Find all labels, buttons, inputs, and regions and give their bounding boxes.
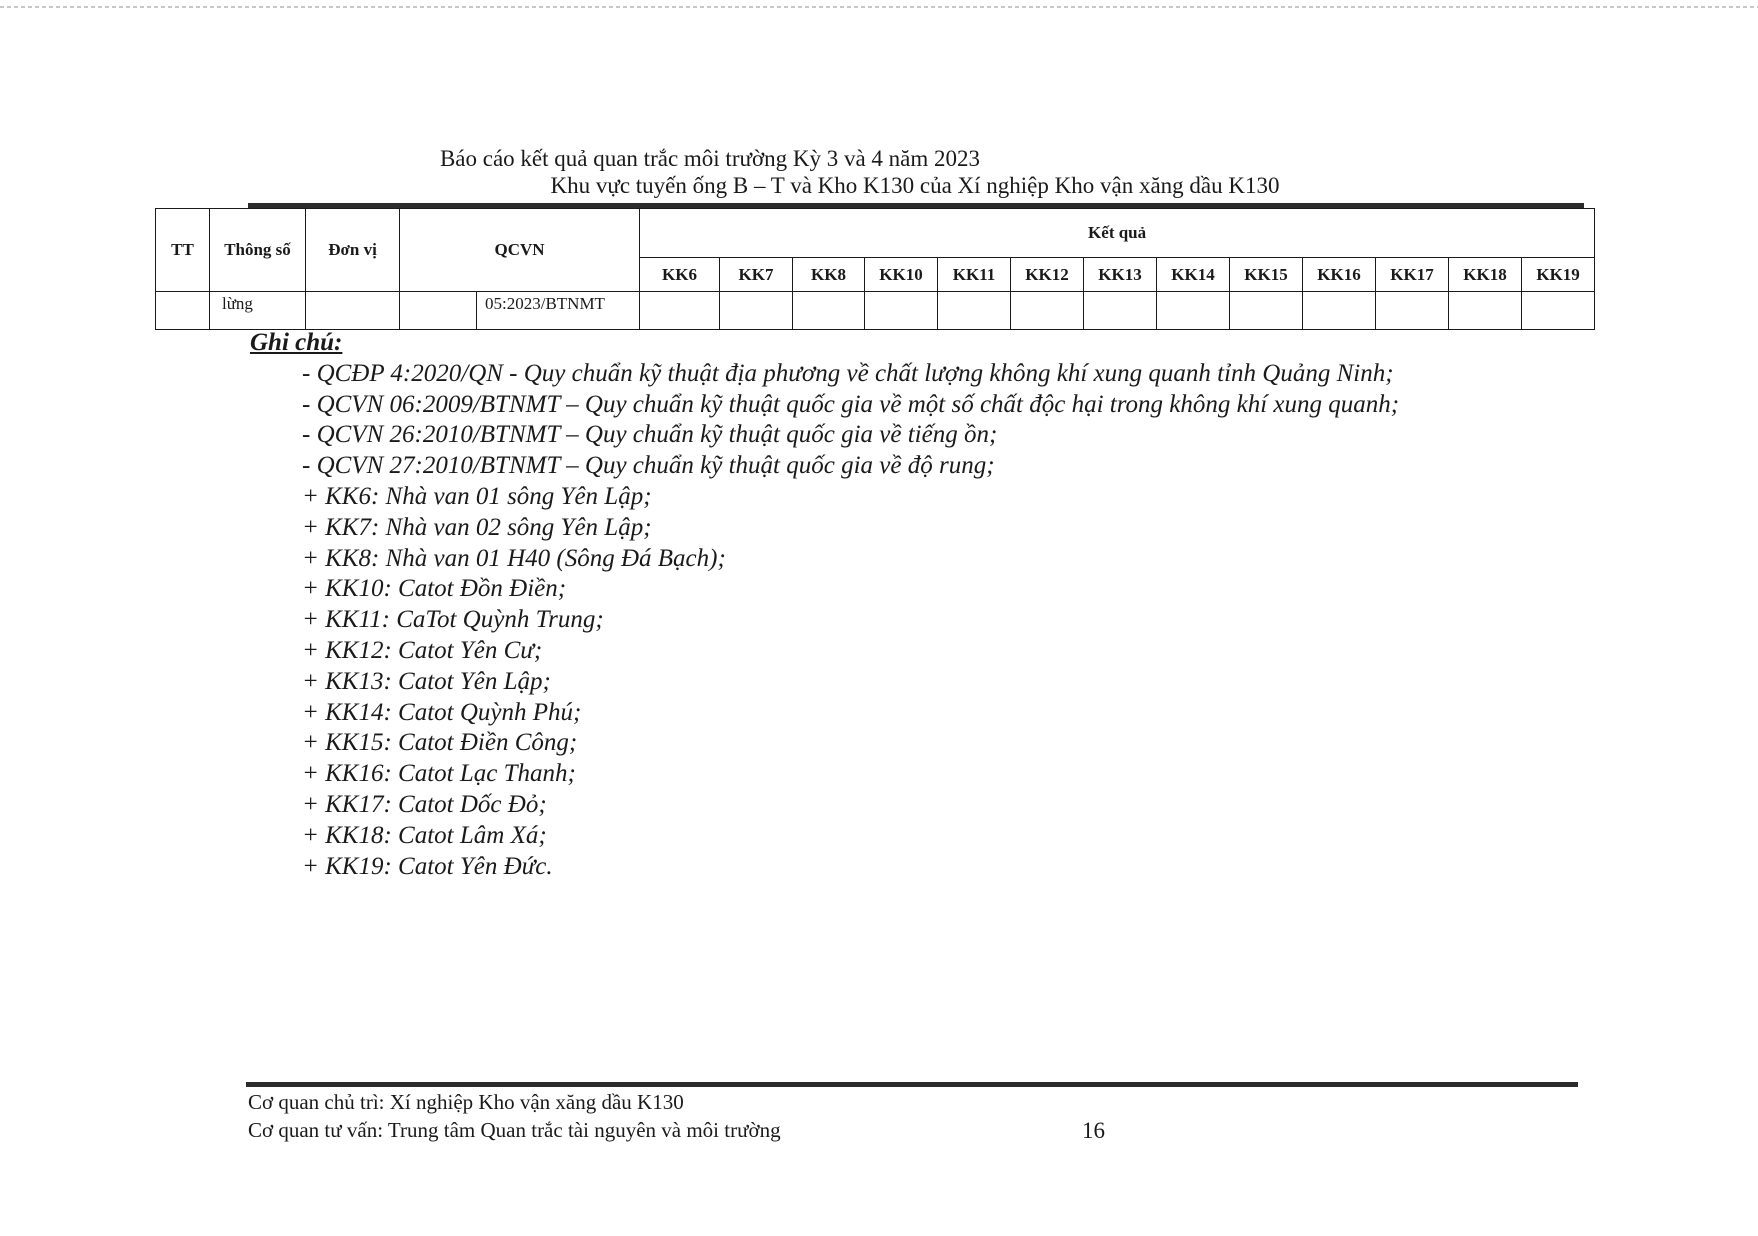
col-qcvn-header: QCVN (400, 209, 640, 292)
note-item: - QCVN 27:2010/BTNMT – Quy chuẩn kỹ thuật quốc gia về độ rung; (302, 452, 995, 480)
result-cell (793, 291, 865, 329)
station-header: KK7 (720, 258, 793, 291)
note-item: + KK15: Catot Điền Công; (302, 729, 578, 757)
col-unit-header: Đơn vị (306, 209, 400, 292)
result-cell (640, 291, 720, 329)
note-item: + KK12: Catot Yên Cư; (302, 636, 543, 664)
note-item: + KK18: Catot Lâm Xá; (302, 821, 547, 849)
station-header: KK19 (1522, 258, 1595, 291)
station-header: KK13 (1084, 258, 1157, 291)
note-item: + KK14: Catot Quỳnh Phú; (302, 698, 582, 726)
note-item: + KK17: Catot Dốc Đỏ; (302, 790, 547, 818)
table-row (156, 291, 1595, 329)
notes-list (250, 359, 1399, 883)
col-param-header: Thông số (210, 209, 306, 292)
result-cell (865, 291, 938, 329)
station-header: KK12 (1011, 258, 1084, 291)
results-table (155, 208, 1595, 330)
cell-unit (306, 291, 400, 329)
notes-title: Ghi chú: (250, 329, 343, 356)
note-item: + KK7: Nhà van 02 sông Yên Lập; (302, 513, 652, 541)
result-cell (720, 291, 793, 329)
report-title: Báo cáo kết quả quan trắc môi trường Kỳ 3 và 4 năm 2023 (439, 146, 981, 171)
result-cell (1157, 291, 1230, 329)
station-header: KK18 (1449, 258, 1522, 291)
footer-host-agency: Cơ quan chủ trì: Xí nghiệp Kho vận xăng dầu K130 (248, 1090, 684, 1114)
station-header: KK11 (938, 258, 1011, 291)
station-header: KK10 (865, 258, 938, 291)
note-item: - QCĐP 4:2020/QN - Quy chuẩn kỹ thuật địa phương về chất lượng không khí xung quanh tỉnh Quảng Ninh; (302, 359, 1394, 387)
result-cell (1230, 291, 1303, 329)
page-number: 16 (1082, 1118, 1105, 1143)
report-subtitle: Khu vực tuyến ống B – T và Kho K130 của Xí nghiệp Kho vận xăng dầu K130 (550, 173, 1280, 198)
note-item: + KK13: Catot Yên Lập; (302, 667, 551, 695)
station-header: KK17 (1376, 258, 1449, 291)
cell-param: lừng (210, 291, 306, 329)
result-cell (1522, 291, 1595, 329)
note-item: + KK16: Catot Lạc Thanh; (302, 760, 576, 788)
note-item: + KK19: Catot Yên Đức. (302, 852, 553, 880)
station-header: KK8 (793, 258, 865, 291)
note-item: - QCVN 06:2009/BTNMT – Quy chuẩn kỹ thuật quốc gia về một số chất độc hại trong không khí xung quanh; (302, 390, 1400, 418)
station-header: KK16 (1303, 258, 1376, 291)
note-item: + KK6: Nhà van 01 sông Yên Lập; (302, 482, 652, 510)
station-header: KK15 (1230, 258, 1303, 291)
note-item: + KK11: CaTot Quỳnh Trung; (302, 606, 604, 634)
result-cell (1303, 291, 1376, 329)
note-item: + KK8: Nhà van 01 H40 (Sông Đá Bạch); (302, 544, 726, 572)
col-result-header: Kết quả (640, 209, 1595, 258)
footer-rule (246, 1082, 1578, 1087)
result-cell (1449, 291, 1522, 329)
footer-consultant: Cơ quan tư vấn: Trung tâm Quan trắc tài nguyên và môi trường (248, 1118, 781, 1142)
station-header: KK14 (1157, 258, 1230, 291)
cell-tt (156, 291, 210, 329)
result-cell (1084, 291, 1157, 329)
note-item: + KK10: Catot Đồn Điền; (302, 575, 567, 603)
scan-top-edge (0, 6, 1758, 8)
result-cell (1376, 291, 1449, 329)
result-cell (1011, 291, 1084, 329)
result-cell (938, 291, 1011, 329)
station-header: KK6 (640, 258, 720, 291)
note-item: - QCVN 26:2010/BTNMT – Quy chuẩn kỹ thuật quốc gia về tiếng ồn; (302, 421, 998, 449)
col-tt-header: TT (156, 209, 210, 292)
cell-qcvn-blank (400, 291, 477, 329)
notes-section (250, 328, 1399, 882)
cell-qcvn: 05:2023/BTNMT (477, 291, 640, 329)
